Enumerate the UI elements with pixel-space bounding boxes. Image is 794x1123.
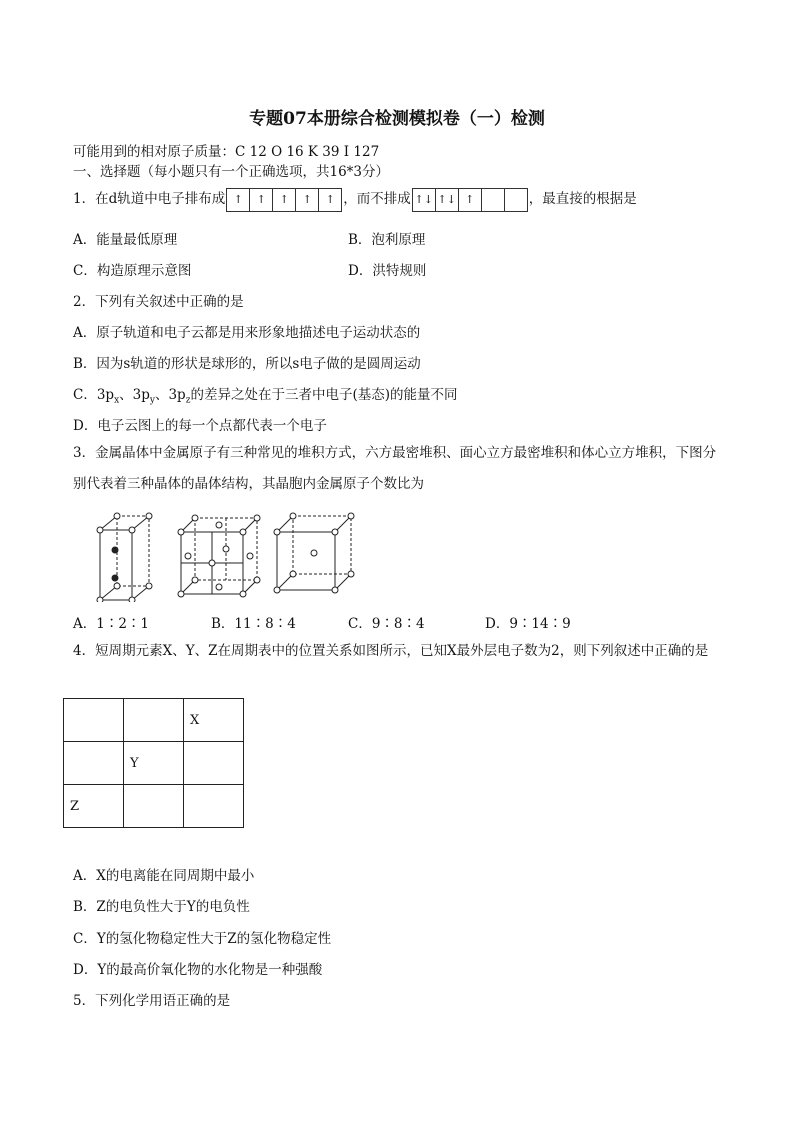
q2c-text: 、3p: [119, 387, 150, 403]
orbital-cell: ↑: [325, 192, 335, 206]
orbital-cell: ↑: [227, 189, 250, 211]
q2-option-b[interactable]: B．因为s轨道的形状是球形的，所以s电子做的是圆周运动: [73, 356, 421, 372]
q2c-sub-y: y: [149, 395, 155, 406]
table-cell: [124, 785, 184, 828]
orbital-cell: [482, 189, 505, 211]
q2c-sub-z: z: [185, 395, 191, 406]
orbital-cell: ↑: [296, 189, 319, 211]
table-row: [64, 742, 244, 785]
table-cell: X: [184, 699, 244, 742]
orbital-cell: ↑↓: [436, 189, 459, 211]
q3-option-a[interactable]: A．1∶2∶1: [73, 616, 150, 632]
q1-option-b[interactable]: B．泡利原理: [348, 232, 426, 248]
table-row: [64, 785, 244, 828]
q4-option-d[interactable]: D．Y的最高价氧化物的水化物是一种强酸: [73, 962, 323, 978]
periodic-table-snippet: [63, 698, 244, 828]
question-2-stem: 2．下列有关叙述中正确的是: [73, 294, 244, 310]
q3-option-b[interactable]: B．11∶8∶4: [211, 616, 296, 632]
question-1-stem: [73, 186, 637, 212]
table-row: [64, 699, 244, 742]
q2c-text: 的差异之处在于三者中电子(基态)的能量不同: [190, 387, 458, 403]
orbital-cell: ↑↓: [413, 189, 436, 211]
q2c-text: C．3p: [73, 387, 115, 403]
table-cell: Z: [64, 785, 124, 828]
q1-suffix: ，最直接的根据是: [528, 191, 637, 207]
table-cell: [64, 742, 124, 785]
orbital-cell: [505, 189, 527, 211]
q1-option-d[interactable]: D．洪特规则: [348, 263, 427, 279]
hcp-cell-figure: [97, 513, 152, 602]
orbital-cell: ↑: [273, 189, 296, 211]
q3-option-d[interactable]: D．9∶14∶9: [485, 616, 571, 632]
bcc-cell-figure: [274, 513, 354, 593]
q2-option-d[interactable]: D．电子云图上的每一个点都代表一个电子: [73, 418, 327, 434]
fcc-cell-figure: [178, 515, 260, 597]
q2c-sub-x: x: [114, 395, 120, 406]
atomic-masses-note: 可能用到的相对原子质量：C 12 O 16 K 39 I 127: [73, 144, 380, 160]
table-cell: [184, 785, 244, 828]
q2c-text: 、3p: [154, 387, 186, 403]
question-3-stem: 3．金属晶体中金属原子有三种常见的堆积方式，六方最密堆积、面心立方最密堆积和体心立方堆积，下图分别代表着三种晶体的晶体结构，其晶胞内金属原子个数比为: [73, 445, 717, 492]
q4-option-a[interactable]: A．X的电离能在同周期中最小: [73, 868, 255, 884]
q1-option-c[interactable]: C．构造原理示意图: [73, 263, 192, 279]
section-heading: 一、选择题（每小题只有一个正确选项，共16*3分）: [73, 164, 390, 180]
table-cell: Y: [124, 742, 184, 785]
q4-option-c[interactable]: C．Y的氢化物稳定性大于Z的氢化物稳定性: [73, 931, 332, 947]
orbital-cell: ↑: [459, 189, 482, 211]
q4-option-b[interactable]: B．Z的电负性大于Y的电负性: [73, 899, 250, 915]
q1-middle: ，而不排成: [343, 191, 411, 207]
q2-option-a[interactable]: A．原子轨道和电子云都是用来形象地描述电子运动状态的: [73, 325, 421, 341]
q1-prefix: 1．在d轨道中电子排布成: [73, 191, 226, 207]
question-5-stem: 5．下列化学用语正确的是: [73, 993, 231, 1009]
orbital-diagram-correct: [226, 188, 342, 212]
page-title: 专题07本册综合检测模拟卷（一）检测: [249, 109, 545, 129]
q2-option-c[interactable]: [73, 383, 458, 406]
table-cell: [184, 742, 244, 785]
table-cell: [124, 699, 184, 742]
table-cell: [64, 699, 124, 742]
q3-option-c[interactable]: C．9∶8∶4: [348, 616, 425, 632]
orbital-cell: ↑: [250, 189, 273, 211]
crystal-structures-figure: [95, 512, 385, 602]
orbital-diagram-incorrect: [412, 188, 528, 212]
question-4-stem: 4．短周期元素X、Y、Z在周期表中的位置关系如图所示，已知X最外层电子数为2，则下列叙述中正确的是: [73, 643, 709, 659]
q1-option-a[interactable]: A．能量最低原理: [73, 232, 178, 248]
